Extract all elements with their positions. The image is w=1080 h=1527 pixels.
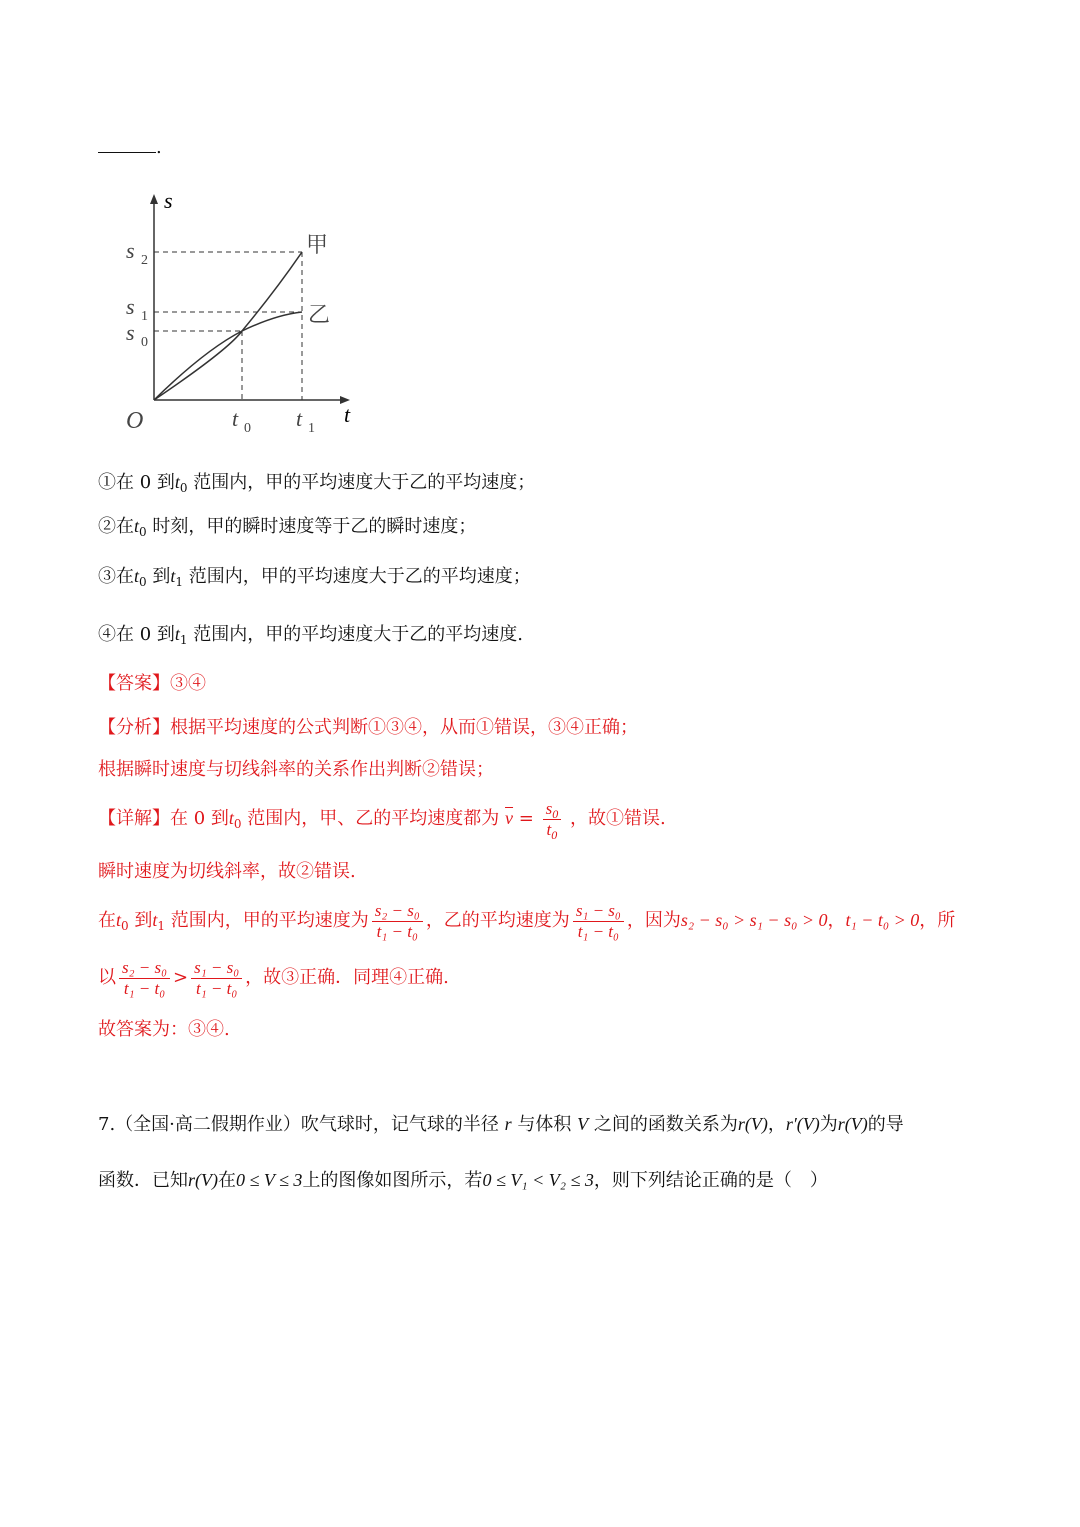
inequality-1: s₂ − s₀ > s₁ − s₀ > 0	[680, 910, 828, 930]
origin-label: O	[126, 408, 144, 434]
statement-4	[98, 622, 523, 647]
detail-3-text-f: ，所	[919, 910, 956, 931]
answer-line	[98, 672, 206, 696]
fraction-rhs	[191, 958, 242, 999]
statement-2-text-b: 时刻，甲的瞬时速度等于乙的瞬时速度；	[152, 516, 477, 537]
detail-4-text-b: ，故③正确．同理④正确.	[245, 967, 449, 988]
v-bar: $\overline{v}$	[505, 808, 514, 828]
s1-label: s	[126, 294, 135, 319]
curve-yi	[154, 312, 302, 400]
detail-4-text-a: 以	[98, 967, 116, 988]
fraction-lhs-den: t₁ − t₀	[123, 978, 166, 998]
detail-text-a: 在 0 到	[170, 808, 229, 829]
fraction-jia-den: t₁ − t₀	[376, 921, 418, 941]
detail-line-3	[98, 898, 955, 943]
question-7-line-1	[98, 1112, 904, 1137]
q7-line2-text-b: 在	[218, 1170, 236, 1191]
detail-line-2	[98, 860, 356, 884]
detail-var-sub: 0	[233, 817, 242, 831]
q7-line2-text-c: 上的图像如图所示，若	[302, 1170, 483, 1191]
s1-label-sub: 1	[141, 309, 148, 324]
statement-4-text-b: 范围内，甲的平均速度大于乙的平均速度.	[193, 624, 524, 645]
s2-label-sub: 2	[141, 253, 148, 268]
statement-4-var-sub: 1	[179, 633, 188, 647]
detail-3-text-a: 在	[98, 910, 116, 931]
greater-than-sign: >	[173, 967, 189, 988]
statement-2-var: t	[134, 516, 140, 536]
fraction-rhs-den: t₁ − t₀	[196, 978, 238, 998]
statement-3-var-2-sub: 1	[175, 575, 184, 589]
fraction-num-sub: 0	[552, 806, 559, 821]
fraction-den-var: t	[546, 819, 552, 839]
curve-yi-label: 乙	[308, 302, 331, 327]
statement-3-var-1: t	[134, 566, 140, 586]
statement-1-var: t	[174, 472, 180, 492]
statement-1-var-sub: 0	[179, 481, 188, 495]
fraction-yi-num: s₁ − s₀	[573, 901, 624, 922]
statement-1-text-a: ①在 0 到	[98, 472, 175, 493]
fraction-rhs-num: s₁ − s₀	[191, 958, 242, 979]
q7-range-2: 0 ≤ V₁ < V₂ ≤ 3	[482, 1170, 594, 1190]
t1-label-sub: 1	[308, 421, 315, 436]
statement-2-text-a: ②在	[98, 516, 134, 537]
q7-range-1: 0 ≤ V ≤ 3	[236, 1170, 303, 1190]
detail-3-text-b: 范围内，甲的平均速度为	[170, 910, 369, 931]
statement-3-var-2: t	[170, 566, 176, 586]
detail-3-text-m: 到	[134, 910, 153, 931]
statement-3-text-m: 到	[152, 566, 171, 587]
q7-var-r: r	[504, 1114, 512, 1134]
q7-text-d: 为	[819, 1114, 838, 1135]
analysis-text-2: 根据瞬时速度与切线斜率的关系作出判断②错误；	[98, 759, 494, 780]
detail-3-text-e: ，	[827, 910, 846, 931]
detail-3-var-2-sub: 1	[157, 919, 166, 933]
x-axis-label: t	[344, 402, 351, 427]
q7-func-rV-3: r(V)	[188, 1170, 218, 1190]
answer-blank-line	[98, 136, 162, 160]
detail-3-var-1: t	[116, 910, 122, 930]
q7-func-rV: r(V)	[737, 1114, 768, 1134]
statement-1	[98, 470, 535, 495]
detail-label: 【详解】	[98, 808, 170, 829]
question-7-line-2	[98, 1168, 828, 1193]
fraction-jia-num: s₂ − s₀	[372, 901, 423, 922]
detail-3-text-d: ，因为	[626, 910, 681, 931]
equals-sign: =	[518, 808, 534, 829]
t0-label: t	[232, 406, 239, 431]
s2-label: s	[126, 238, 135, 263]
fraction-s0-t0	[543, 799, 562, 840]
q7-func-rV-2: r(V)	[837, 1114, 868, 1134]
q7-func-rpV: r′(V)	[785, 1114, 820, 1134]
s0-label: s	[126, 320, 135, 345]
q7-text-c: 之间的函数关系为	[593, 1114, 738, 1135]
statement-4-var: t	[174, 624, 180, 644]
q7-sep: ，	[767, 1114, 786, 1135]
statement-2-var-sub: 0	[139, 525, 147, 539]
detail-var: t	[228, 808, 234, 828]
blank-end: .	[156, 137, 162, 158]
q7-text-b: 与体积	[517, 1114, 572, 1135]
analysis-label: 【分析】	[98, 717, 170, 738]
fraction-lhs-num: s₂ − s₀	[119, 958, 170, 979]
q7-line2-text-a: 函数．已知	[98, 1170, 188, 1191]
curve-jia-label: 甲	[306, 232, 329, 257]
statement-4-text-a: ④在 0 到	[98, 624, 175, 645]
analysis-line-1	[98, 716, 638, 740]
analysis-text: 根据平均速度的公式判断①③④，从而①错误，③④正确；	[170, 717, 638, 738]
statement-3-var-1-sub: 0	[139, 575, 147, 589]
y-axis-label: s	[164, 190, 173, 213]
q7-text-e: 的导	[867, 1114, 904, 1135]
t0-label-sub: 0	[244, 421, 251, 436]
detail-text-b: 范围内，甲、乙的平均速度都为	[247, 808, 500, 829]
fraction-den-sub: 0	[551, 827, 558, 842]
fraction-lhs	[119, 958, 170, 999]
detail-line-4	[98, 956, 449, 1000]
t1-label: t	[296, 406, 303, 431]
detail-conclusion	[98, 1018, 230, 1042]
blank	[98, 138, 156, 153]
detail-line-1	[98, 796, 666, 841]
detail-3-var-2: t	[152, 910, 158, 930]
s0-label-sub: 0	[141, 335, 148, 350]
detail-3-text-c: ，乙的平均速度为	[425, 910, 570, 931]
y-axis-arrow	[150, 194, 158, 204]
statement-3-text-b: 范围内，甲的平均速度大于乙的平均速度；	[188, 566, 531, 587]
statement-3	[98, 564, 531, 589]
fraction-num-var: s	[545, 798, 553, 818]
q7-text-a: 7.（全国·高二假期作业）吹气球时，记气球的半径	[98, 1114, 499, 1135]
detail-line-2-text: 瞬时速度为切线斜率，故②错误.	[98, 861, 356, 882]
answer-label: 【答案】	[98, 673, 170, 694]
detail-conclusion-text: 故答案为：③④.	[98, 1019, 230, 1040]
analysis-line-2	[98, 758, 494, 782]
q7-line2-text-d: ，则下列结论正确的是（ ）	[593, 1170, 828, 1191]
fraction-jia-avg	[372, 901, 423, 942]
curve-jia	[154, 252, 302, 400]
detail-text-c: ，故①错误.	[569, 808, 666, 829]
s-t-graph	[110, 190, 370, 440]
q7-var-V: V	[577, 1114, 589, 1134]
fraction-yi-den: t₁ − t₀	[577, 921, 619, 941]
detail-3-var-1-sub: 0	[121, 919, 129, 933]
statement-1-text-b: 范围内，甲的平均速度大于乙的平均速度；	[193, 472, 536, 493]
answer-text: ③④	[170, 673, 206, 694]
statement-2	[98, 514, 476, 539]
inequality-2: t₁ − t₀ > 0	[845, 910, 920, 930]
statement-3-text-a: ③在	[98, 566, 134, 587]
fraction-yi-avg	[573, 901, 624, 942]
